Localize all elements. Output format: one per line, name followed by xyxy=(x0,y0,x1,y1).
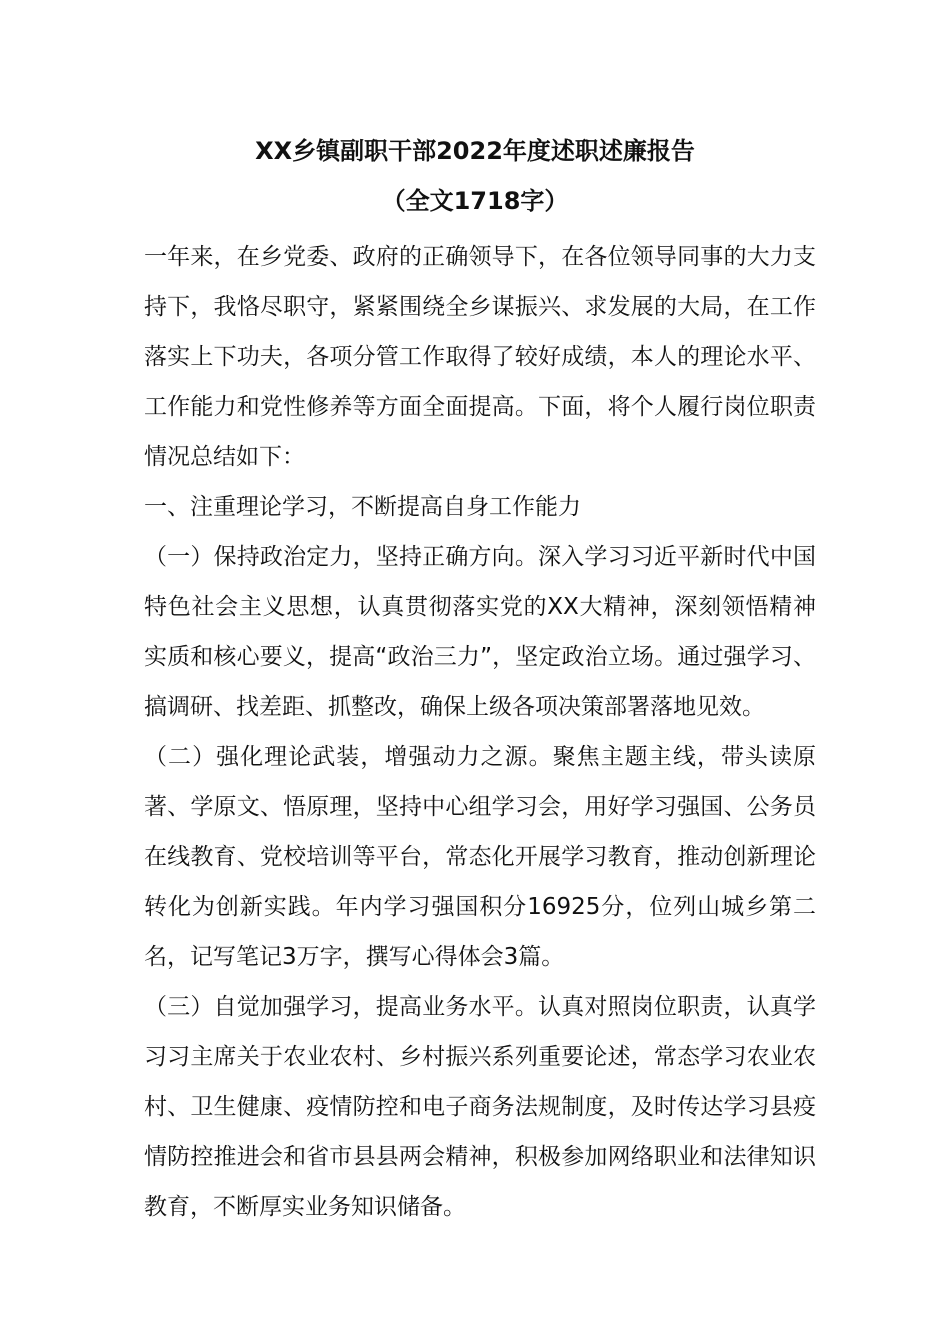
paragraph-intro: 一年来，在乡党委、政府的正确领导下，在各位领导同事的大力支持下，我恪尽职守，紧紧围绕全乡谋振兴、求发展的大局，在工作落实上下功夫，各项分管工作取得了较好成绩，本人的理论水平、工作能力和党性修养等方面全面提高。下面，将个人履行岗位职责情况总结如下： xyxy=(144,244,816,470)
section-heading-1: 一、注重理论学习，不断提高自身工作能力 xyxy=(144,494,581,520)
document-body xyxy=(144,232,816,1232)
paragraph-1-1: （一）保持政治定力，坚持正确方向。深入学习习近平新时代中国特色社会主义思想，认真贯彻落实党的XX大精神，深刻领悟精神实质和核心要义，提高“政治三力”，坚定政治立场。通过强学习、搞调研、找差距、抓整改，确保上级各项决策部署落地见效。 xyxy=(144,544,816,720)
document-subtitle: （全文1718字） xyxy=(381,187,569,215)
paragraph-1-2: （二）强化理论武装，增强动力之源。聚焦主题主线，带头读原著、学原文、悟原理，坚持中心组学习会，用好学习强国、公务员在线教育、党校培训等平台，常态化开展学习教育，推动创新理论转化为创新实践。年内学习强国积分16925分，位列山城乡第二名，记写笔记3万字，撰写心得体会3篇。 xyxy=(144,744,816,970)
document-title: XX乡镇副职干部2022年度述职述廉报告 xyxy=(255,137,695,165)
paragraph-1-3: （三）自觉加强学习，提高业务水平。认真对照岗位职责，认真学习习主席关于农业农村、乡村振兴系列重要论述，常态学习农业农村、卫生健康、疫情防控和电子商务法规制度，及时传达学习县疫情防控推进会和省市县县两会精神，积极参加网络职业和法律知识教育，不断厚实业务知识储备。 xyxy=(144,994,816,1220)
